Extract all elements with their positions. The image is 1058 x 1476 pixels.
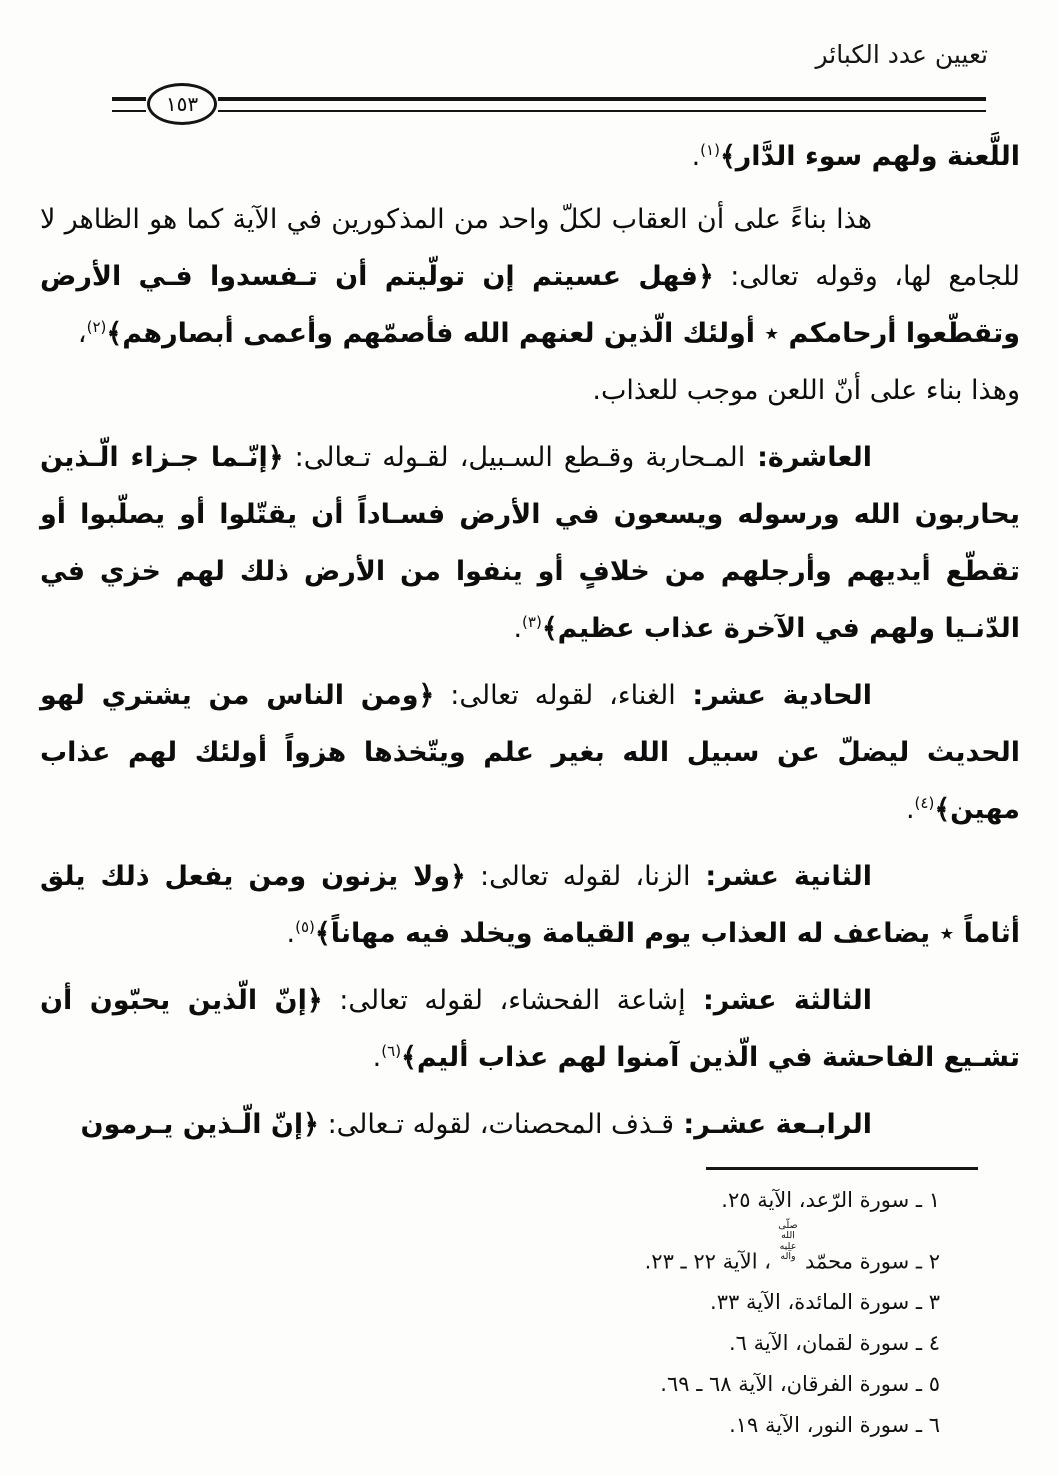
quran-quote: اللَّعنة ولهم سوء الدَّار﴾	[719, 141, 1020, 172]
rule-left-stub	[112, 97, 146, 112]
footnote-4: ٤ ـ سورة لقمان، الآية ٦.	[728, 1331, 940, 1356]
quran-quote: ﴿إنّـما جـزاء الّـذين يحاربون الله ورسوله ويسعون في الأرض فسـاداً أن يقتّلوا أو يصلّبوا أو تقطّع أيديهم وأرجلهم من خلافٍ أو ينفوا من الأرض ذلك لهم خزي في الدّنـيا ولهم في الآخرة عذاب عظيم﴾	[40, 442, 1020, 644]
text: الغناء، لقوله تعالى:	[434, 680, 676, 711]
paragraph-commentary	[40, 191, 1020, 419]
text: وهذا بناء على أنّ اللعن موجب للعذاب.	[592, 375, 1020, 406]
footnotes-block	[60, 1180, 940, 1446]
footnote-2	[60, 1221, 940, 1282]
footnote-ref-1: (١)	[700, 141, 720, 159]
footnote-6: ٦ ـ سورة النور، الآية ١٩.	[729, 1413, 940, 1438]
page-body	[40, 128, 1020, 1153]
text: إشاعة الفحشاء، لقوله تعالى:	[322, 985, 686, 1016]
text: .	[513, 613, 523, 644]
quran-quote: ﴿إنّ الّذين يحبّون أن تشـيع الفاحشة في الّذين آمنوا لهم عذاب أليم﴾	[40, 985, 1020, 1073]
text: المـحاربة وقـطع السـبيل، لقـوله تـعالى:	[283, 442, 746, 473]
footnote-text: ، الآية ٢٢ ـ ٢٣.	[644, 1249, 771, 1274]
quran-quote: ﴿فهل عسيتم إن تولّيتم أن تـفسدوا فـي الأرض وتقطّعوا أرحامكم ٭ أولئك الّذين لعنهم الله فأصمّهم وأعمى أبصارهم﴾	[40, 261, 1020, 349]
text: .	[691, 141, 701, 172]
paragraph-sin-10	[40, 429, 1020, 657]
text: هذا بناءً على أن العقاب لكلّ واحد من المذكورين في الآية كما هو الظاهر لا للجامع لها، وقوله تعالى:	[40, 204, 1020, 292]
footnote-ref-3: (٣)	[522, 613, 542, 631]
footnote-ref-5: (٥)	[295, 918, 315, 936]
footnote-ref-2: (٢)	[86, 318, 107, 336]
page-number-ornament	[147, 83, 217, 125]
text: .	[905, 794, 915, 825]
paragraph-sin-14	[40, 1096, 1020, 1153]
quran-quote: ﴿إنّ الّـذين يـرمون	[80, 1109, 319, 1140]
header-ornament-rule	[112, 84, 986, 124]
paragraph-verse-continuation	[40, 128, 1020, 185]
text: .	[372, 1042, 382, 1073]
honorific-salawat: صلّى الله عليه وآله	[778, 1220, 798, 1263]
quran-quote: ﴿ومن الناس من يشتري لهو الحديث ليضلّ عن سبيل الله بغير علم ويتّخذها هزواً أولئك لهم عذاب مهين﴾	[40, 680, 1020, 825]
sin-heading: العاشرة:	[745, 442, 872, 473]
page-number: ١٥٣	[165, 92, 199, 116]
paragraph-sin-12	[40, 848, 1020, 962]
quran-quote: ﴿ولا يزنون ومن يفعل ذلك يلق أثاماً ٭ يضاعف له العذاب يوم القيامة ويخلد فيه مهاناً﴾	[40, 861, 1020, 949]
rule-right-line	[218, 97, 986, 112]
footnote-5: ٥ ـ سورة الفرقان، الآية ٦٨ ـ ٦٩.	[660, 1372, 940, 1397]
text: قـذف المحصنات، لقوله تـعالى:	[318, 1109, 675, 1140]
paragraph-sin-13	[40, 972, 1020, 1086]
footnote-ref-4: (٤)	[914, 794, 935, 812]
text: ،	[77, 318, 87, 349]
footnote-3: ٣ ـ سورة المائدة، الآية ٣٣.	[710, 1290, 940, 1315]
footnote-1: ١ ـ سورة الرّعد، الآية ٢٥.	[721, 1188, 940, 1212]
footnote-text: ٢ ـ سورة محمّد	[804, 1249, 940, 1274]
sin-heading: الثانية عشر:	[690, 861, 872, 892]
text: الزنا، لقوله تعالى:	[465, 861, 691, 892]
sin-heading: الحادية عشر:	[675, 680, 873, 711]
running-title: تعيين عدد الكبائر	[815, 40, 988, 69]
sin-heading: الثالثة عشر:	[685, 985, 873, 1016]
footnote-ref-6: (٦)	[381, 1042, 402, 1060]
text: .	[286, 918, 296, 949]
footnote-separator	[706, 1167, 978, 1170]
sin-heading: الرابـعة عشـر:	[674, 1109, 872, 1140]
paragraph-sin-11	[40, 667, 1020, 838]
